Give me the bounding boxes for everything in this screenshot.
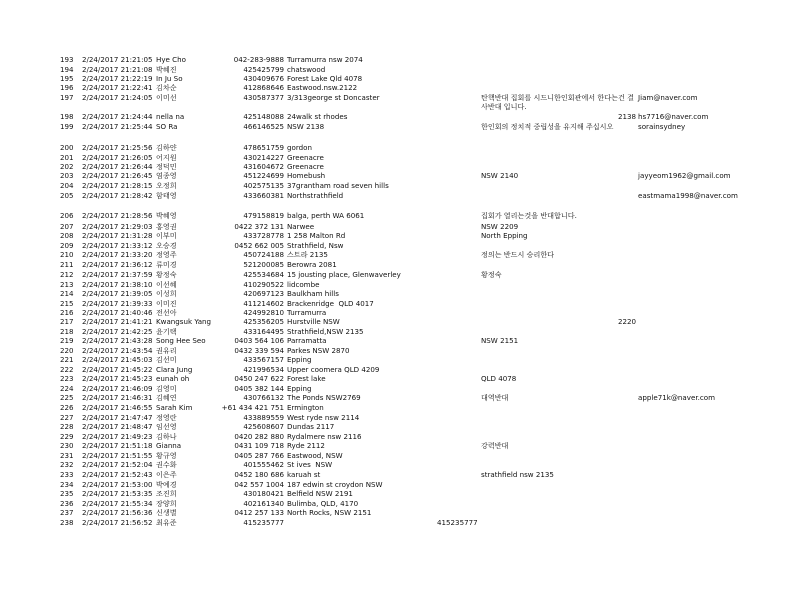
phone-number-cell: 521200085 (243, 260, 284, 269)
respondent-name-cell: 박혜영 (156, 211, 177, 220)
row-number-cell: 226 (60, 403, 74, 412)
table-row (0, 519, 792, 529)
row-number-cell: 228 (60, 422, 74, 431)
comment-cell: NSW 2140 (481, 171, 519, 180)
respondent-name-cell: 어지원 (156, 153, 177, 162)
address-cell: West ryde nsw 2114 (287, 413, 360, 422)
phone-number-cell: 042-283-9888 (233, 55, 284, 64)
address-cell: Baulkham hills (287, 289, 339, 298)
comment-cell: strathfield nsw 2135 (481, 470, 554, 479)
phone-number-cell: 0403 564 106 (234, 336, 284, 345)
address-cell: Forest lake (287, 374, 326, 383)
phone-number-cell: 431604672 (243, 162, 284, 171)
address-cell: lidcombe (287, 280, 320, 289)
extra-value-cell: 415235777 (437, 518, 478, 527)
timestamp-cell: 2/24/2017 21:51:55 (82, 451, 153, 460)
respondent-name-cell: 이미진 (156, 299, 177, 308)
address-cell: Rydalmere nsw 2116 (287, 432, 362, 441)
timestamp-cell: 2/24/2017 21:22:19 (82, 74, 153, 83)
phone-number-cell: 433889559 (243, 413, 284, 422)
respondent-name-cell: eunah oh (156, 374, 190, 383)
respondent-name-cell: 이은주 (156, 470, 177, 479)
phone-number-cell: 412868646 (243, 83, 284, 92)
row-number-cell: 204 (60, 181, 74, 190)
respondent-name-cell: Kwangsuk Yang (156, 317, 212, 326)
comment-cell: North Epping (481, 231, 528, 240)
address-cell: 187 edwin st croydon NSW (287, 480, 383, 489)
timestamp-cell: 2/24/2017 21:53:00 (82, 480, 153, 489)
phone-number-cell: 402575135 (243, 181, 284, 190)
address-cell: Parkes NSW 2870 (287, 346, 350, 355)
row-number-cell: 231 (60, 451, 74, 460)
respondent-name-cell: 장양희 (156, 499, 177, 508)
timestamp-cell: 2/24/2017 21:43:28 (82, 336, 153, 345)
address-cell: Strathfield, Nsw (287, 241, 344, 250)
respondent-name-cell: Clara Jung (156, 365, 193, 374)
row-number-cell: 197 (60, 93, 74, 102)
address-cell: balga, perth WA 6061 (287, 211, 365, 220)
comment-cell: NSW 2209 (481, 222, 519, 231)
address-cell: NSW 2138 (287, 122, 325, 131)
row-number-cell: 205 (60, 191, 74, 200)
row-number-cell: 218 (60, 327, 74, 336)
comment-cell: 탄핵반대 집회를 시드니한인회관에서 한다는건 결사반대 입니다. (481, 93, 634, 111)
address-cell: gordon (287, 143, 312, 152)
phone-number-cell: 0405 287 766 (234, 451, 284, 460)
timestamp-cell: 2/24/2017 21:24:05 (82, 93, 153, 102)
row-number-cell: 213 (60, 280, 74, 289)
respondent-name-cell: 정덕민 (156, 162, 177, 171)
respondent-name-cell: 정영란 (156, 413, 177, 422)
respondent-name-cell: 윤기택 (156, 327, 177, 336)
timestamp-cell: 2/24/2017 21:21:08 (82, 65, 153, 74)
timestamp-cell: 2/24/2017 21:45:22 (82, 365, 153, 374)
phone-number-cell: 425608607 (243, 422, 284, 431)
address-cell: Epping (287, 355, 312, 364)
respondent-name-cell: 황정숙 (156, 270, 177, 279)
phone-number-cell: 410290522 (243, 280, 284, 289)
comment-cell: 집회가 열리는것을 반대합니다. (481, 211, 577, 220)
address-cell: Turramurra (287, 308, 327, 317)
timestamp-cell: 2/24/2017 21:29:03 (82, 222, 153, 231)
timestamp-cell: 2/24/2017 21:25:56 (82, 143, 153, 152)
phone-number-cell: 430587377 (243, 93, 284, 102)
respondent-name-cell: 신생별 (156, 508, 177, 517)
phone-number-cell: 450724188 (243, 250, 284, 259)
timestamp-cell: 2/24/2017 21:45:23 (82, 374, 153, 383)
email-cell: hs7716@naver.com (638, 112, 709, 121)
phone-number-cell: 433164495 (243, 327, 284, 336)
postcode-cell: 2220 (617, 317, 636, 326)
row-number-cell: 203 (60, 171, 74, 180)
timestamp-cell: 2/24/2017 21:37:59 (82, 270, 153, 279)
comment-cell: 강력반대 (481, 441, 509, 450)
timestamp-cell: 2/24/2017 21:28:15 (82, 181, 153, 190)
address-cell: Eastwood.nsw.2122 (287, 83, 358, 92)
table-row (0, 212, 792, 222)
address-cell: Northstrathfield (287, 191, 344, 200)
respondent-name-cell: SO Ra (156, 122, 178, 131)
phone-number-cell: 425425799 (243, 65, 284, 74)
timestamp-cell: 2/24/2017 21:26:45 (82, 171, 153, 180)
row-number-cell: 211 (60, 260, 74, 269)
row-number-cell: 235 (60, 489, 74, 498)
row-number-cell: 210 (60, 250, 74, 259)
email-cell: sorainsydney (638, 122, 686, 131)
respondent-name-cell: 임선영 (156, 422, 177, 431)
timestamp-cell: 2/24/2017 21:31:28 (82, 231, 153, 240)
row-number-cell: 233 (60, 470, 74, 479)
address-cell: North Rocks, NSW 2151 (287, 508, 372, 517)
row-number-cell: 237 (60, 508, 74, 517)
respondent-name-cell: 조진희 (156, 489, 177, 498)
postcode-cell: 2138 (617, 112, 636, 121)
row-number-cell: 196 (60, 83, 74, 92)
row-number-cell: 202 (60, 162, 74, 171)
email-cell: jayyeom1962@gmail.com (638, 171, 731, 180)
table-row (0, 123, 792, 133)
timestamp-cell: 2/24/2017 21:49:23 (82, 432, 153, 441)
row-number-cell: 195 (60, 74, 74, 83)
respondent-name-cell: 김차순 (156, 83, 177, 92)
timestamp-cell: 2/24/2017 21:48:47 (82, 422, 153, 431)
respondent-name-cell: 김영미 (156, 384, 177, 393)
row-number-cell: 217 (60, 317, 74, 326)
timestamp-cell: 2/24/2017 21:46:55 (82, 403, 153, 412)
comment-cell: QLD 4078 (481, 374, 517, 383)
phone-number-cell: 430409676 (243, 74, 284, 83)
row-number-cell: 214 (60, 289, 74, 298)
row-number-cell: 220 (60, 346, 74, 355)
phone-number-cell: 478651759 (243, 143, 284, 152)
timestamp-cell: 2/24/2017 21:56:52 (82, 518, 153, 527)
respondent-name-cell: 이미선 (156, 93, 177, 102)
respondent-name-cell: nella na (156, 112, 185, 121)
row-number-cell: 238 (60, 518, 74, 527)
row-number-cell: 221 (60, 355, 74, 364)
address-cell: Ermington (287, 403, 324, 412)
respondent-name-cell: Sarah Kim (156, 403, 193, 412)
respondent-name-cell: 염종영 (156, 171, 177, 180)
comment-cell: 대역반대 (481, 393, 509, 402)
phone-number-cell: 479158819 (243, 211, 284, 220)
address-cell: Greenacre (287, 153, 324, 162)
respondent-name-cell: 황규영 (156, 451, 177, 460)
row-number-cell: 212 (60, 270, 74, 279)
timestamp-cell: 2/24/2017 21:38:10 (82, 280, 153, 289)
timestamp-cell: 2/24/2017 21:36:12 (82, 260, 153, 269)
phone-number-cell: 430766132 (243, 393, 284, 402)
phone-number-cell: 425534684 (243, 270, 284, 279)
address-cell: Narwee (287, 222, 315, 231)
email-cell: Jiam@naver.com (638, 93, 698, 102)
row-number-cell: 198 (60, 112, 74, 121)
row-number-cell: 194 (60, 65, 74, 74)
timestamp-cell: 2/24/2017 21:40:46 (82, 308, 153, 317)
timestamp-cell: 2/24/2017 21:33:20 (82, 250, 153, 259)
respondent-name-cell: 김하얀 (156, 143, 177, 152)
respondent-name-cell: 함태영 (156, 191, 177, 200)
respondent-name-cell: 오정희 (156, 181, 177, 190)
timestamp-cell: 2/24/2017 21:28:42 (82, 191, 153, 200)
address-cell: Berowra 2081 (287, 260, 337, 269)
address-cell: karuah st (287, 470, 321, 479)
timestamp-cell: 2/24/2017 21:22:41 (82, 83, 153, 92)
respondent-name-cell: 홍영권 (156, 222, 177, 231)
phone-number-cell: 0405 382 144 (234, 384, 284, 393)
row-number-cell: 193 (60, 55, 74, 64)
timestamp-cell: 2/24/2017 21:39:05 (82, 289, 153, 298)
phone-number-cell: 425148088 (243, 112, 284, 121)
respondent-name-cell: Song Hee Seo (156, 336, 206, 345)
address-cell: 24walk st rhodes (287, 112, 348, 121)
row-number-cell: 207 (60, 222, 74, 231)
row-number-cell: 223 (60, 374, 74, 383)
respondent-name-cell: 박예경 (156, 480, 177, 489)
respondent-name-cell: 최유준 (156, 518, 177, 527)
address-cell: Upper coomera QLD 4209 (287, 365, 380, 374)
timestamp-cell: 2/24/2017 21:28:56 (82, 211, 153, 220)
address-cell: 1 258 Malton Rd (287, 231, 346, 240)
row-number-cell: 224 (60, 384, 74, 393)
timestamp-cell: 2/24/2017 21:46:09 (82, 384, 153, 393)
row-number-cell: 215 (60, 299, 74, 308)
timestamp-cell: 2/24/2017 21:52:43 (82, 470, 153, 479)
respondent-name-cell: Gianna (156, 441, 182, 450)
respondent-name-cell: 이부미 (156, 231, 177, 240)
row-number-cell: 209 (60, 241, 74, 250)
timestamp-cell: 2/24/2017 21:46:31 (82, 393, 153, 402)
respondent-name-cell: 이선혜 (156, 280, 177, 289)
row-number-cell: 230 (60, 441, 74, 450)
row-number-cell: 208 (60, 231, 74, 240)
address-cell: Forest Lake Qld 4078 (287, 74, 363, 83)
respondent-name-cell: In Ju So (156, 74, 183, 83)
timestamp-cell: 2/24/2017 21:43:54 (82, 346, 153, 355)
address-cell: Parramatta (287, 336, 327, 345)
timestamp-cell: 2/24/2017 21:33:12 (82, 241, 153, 250)
phone-number-cell: 430214227 (243, 153, 284, 162)
timestamp-cell: 2/24/2017 21:42:25 (82, 327, 153, 336)
comment-cell: NSW 2151 (481, 336, 519, 345)
address-cell: Epping (287, 384, 312, 393)
row-number-cell: 236 (60, 499, 74, 508)
row-number-cell: 225 (60, 393, 74, 402)
address-cell: The Ponds NSW2769 (287, 393, 361, 402)
phone-number-cell: 402161340 (243, 499, 284, 508)
row-number-cell: 219 (60, 336, 74, 345)
respondent-name-cell: 김하나 (156, 432, 177, 441)
respondent-name-cell: 전선아 (156, 308, 177, 317)
table-row (0, 192, 792, 202)
respondent-name-cell: 권수화 (156, 460, 177, 469)
phone-number-cell: 415235777 (243, 518, 284, 527)
address-cell: Hurstville NSW (287, 317, 340, 326)
row-number-cell: 234 (60, 480, 74, 489)
phone-number-cell: 451224699 (243, 171, 284, 180)
timestamp-cell: 2/24/2017 21:26:44 (82, 162, 153, 171)
address-cell: 37grantham road seven hills (287, 181, 389, 190)
comment-cell: 한인회의 정치적 중립성을 유지해 주십시오 (481, 122, 614, 131)
address-cell: Brackenridge QLD 4017 (287, 299, 374, 308)
address-cell: Bulimba, QLD, 4170 (287, 499, 359, 508)
phone-number-cell: 430180421 (243, 489, 284, 498)
table-row (0, 93, 792, 111)
phone-number-cell: 042 557 1004 (234, 480, 284, 489)
address-cell: Eastwood, NSW (287, 451, 343, 460)
timestamp-cell: 2/24/2017 21:21:05 (82, 55, 153, 64)
phone-number-cell: 0420 282 880 (234, 432, 284, 441)
row-number-cell: 206 (60, 211, 74, 220)
respondent-name-cell: 이성희 (156, 289, 177, 298)
phone-number-cell: 424992810 (243, 308, 284, 317)
phone-number-cell: 401555462 (243, 460, 284, 469)
row-number-cell: 199 (60, 122, 74, 131)
phone-number-cell: 466146525 (243, 122, 284, 131)
respondent-name-cell: 류미경 (156, 260, 177, 269)
timestamp-cell: 2/24/2017 21:25:44 (82, 122, 153, 131)
comment-cell: 정의는 반드시 승리한다 (481, 250, 555, 259)
phone-number-cell: 0452 662 005 (234, 241, 284, 250)
phone-number-cell: 433728778 (243, 231, 284, 240)
timestamp-cell: 2/24/2017 21:26:05 (82, 153, 153, 162)
phone-number-cell: 0452 180 686 (234, 470, 284, 479)
address-cell: Greenacre (287, 162, 324, 171)
respondent-name-cell: 김선미 (156, 355, 177, 364)
respondent-name-cell: 정영주 (156, 250, 177, 259)
address-cell: 스트라 2135 (287, 250, 328, 259)
timestamp-cell: 2/24/2017 21:55:34 (82, 499, 153, 508)
comment-cell: 황정숙 (481, 270, 502, 279)
respondent-name-cell: 박혜진 (156, 65, 177, 74)
timestamp-cell: 2/24/2017 21:39:33 (82, 299, 153, 308)
address-cell: chatswood (287, 65, 326, 74)
phone-number-cell: 433567157 (243, 355, 284, 364)
address-cell: Strathfield,NSW 2135 (287, 327, 364, 336)
timestamp-cell: 2/24/2017 21:53:35 (82, 489, 153, 498)
address-cell: Belfield NSW 2191 (287, 489, 353, 498)
row-number-cell: 222 (60, 365, 74, 374)
phone-number-cell: 421996534 (243, 365, 284, 374)
phone-number-cell: 0432 339 594 (234, 346, 284, 355)
row-number-cell: 232 (60, 460, 74, 469)
row-number-cell: 201 (60, 153, 74, 162)
phone-number-cell: +61 434 421 751 (221, 403, 284, 412)
row-number-cell: 200 (60, 143, 74, 152)
timestamp-cell: 2/24/2017 21:52:04 (82, 460, 153, 469)
timestamp-cell: 2/24/2017 21:24:44 (82, 112, 153, 121)
respondent-name-cell: 김혜연 (156, 393, 177, 402)
address-cell: 3/313george st Doncaster (287, 93, 380, 102)
timestamp-cell: 2/24/2017 21:51:18 (82, 441, 153, 450)
phone-number-cell: 420697123 (243, 289, 284, 298)
phone-number-cell: 0422 372 131 (234, 222, 284, 231)
respondent-name-cell: 오승경 (156, 241, 177, 250)
phone-number-cell: 0412 257 133 (234, 508, 284, 517)
email-cell: apple71k@naver.com (638, 393, 715, 402)
address-cell: St ives NSW (287, 460, 333, 469)
address-cell: Turramurra nsw 2074 (287, 55, 363, 64)
respondent-name-cell: Hye Cho (156, 55, 186, 64)
respondent-name-cell: 권유리 (156, 346, 177, 355)
address-cell: 15 jousting place, Glenwaverley (287, 270, 401, 279)
address-cell: Ryde 2112 (287, 441, 325, 450)
timestamp-cell: 2/24/2017 21:41:21 (82, 317, 153, 326)
phone-number-cell: 425356205 (243, 317, 284, 326)
timestamp-cell: 2/24/2017 21:45:03 (82, 355, 153, 364)
address-cell: Dundas 2117 (287, 422, 335, 431)
phone-number-cell: 0450 247 622 (234, 374, 284, 383)
phone-number-cell: 433660381 (243, 191, 284, 200)
timestamp-cell: 2/24/2017 21:47:47 (82, 413, 153, 422)
phone-number-cell: 411214602 (243, 299, 284, 308)
row-number-cell: 216 (60, 308, 74, 317)
row-number-cell: 227 (60, 413, 74, 422)
phone-number-cell: 0431 109 718 (234, 441, 284, 450)
email-cell: eastmama1998@naver.com (638, 191, 738, 200)
timestamp-cell: 2/24/2017 21:56:36 (82, 508, 153, 517)
row-number-cell: 229 (60, 432, 74, 441)
address-cell: Homebush (287, 171, 326, 180)
